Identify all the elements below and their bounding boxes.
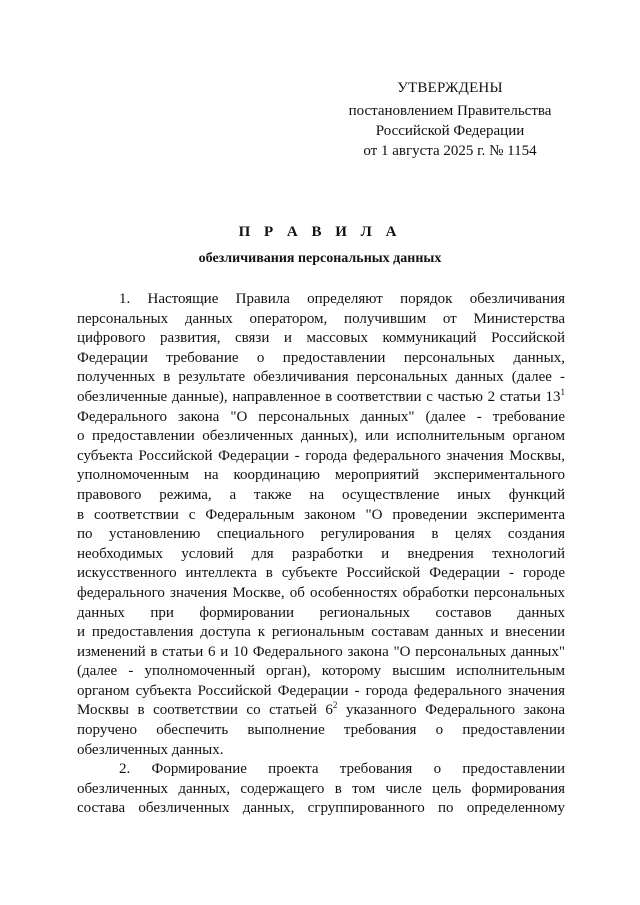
body-line-text: обезличенные данные), направленное в соответствии с частью 2 статьи 13 [77,388,561,405]
body-line: и предоставления доступа к региональным составам данных и внесении [77,624,565,641]
body-line: Федерации требование о предоставлении персональных данных, [77,349,565,366]
approval-line-2: Российской Федерации [375,123,525,139]
body-line: необходимых условий для разработки и внедрения технологий [77,545,565,562]
body-line: искусственного интеллекта в субъекте Российской Федерации - городе [77,565,565,582]
body-line-text: Москвы в соответствии со статьей 6 [77,702,333,719]
body-line: полученных в результате обезличивания персональных данных (далее - [77,369,565,386]
body-line: персональных данных оператором, получившим от Министерства [77,310,565,327]
body-line: Федерального закона "О персональных данных" (далее - требование [77,408,565,425]
body-line: поручено обеспечить выполнение требования о предоставлении [77,722,565,739]
body-line [77,701,565,721]
body-line: обезличенных данных, содержащего в том числе цель формирования [77,780,565,797]
body-line: о предоставлении обезличенных данных), или исполнительным органом [77,428,565,445]
body-line: данных при формировании региональных составов данных [77,604,565,621]
document-subtitle: обезличивания персональных данных [198,251,442,266]
body-line: в соответствии с Федеральным законом "О проведении эксперимента [77,506,565,523]
body-line: федерального значения Москве, об особенностях обработки персональных [77,584,565,601]
approval-line-1: постановлением Правительства [348,103,552,119]
footnote-superscript: 1 [560,386,565,397]
document-body [77,290,565,819]
body-line: субъекта Российской Федерации - города федерального значения Москвы, [77,447,565,464]
approval-stamp [330,78,570,161]
body-line: правового режима, а также на осуществление иных функций [77,486,565,503]
body-line: цифрового развития, связи и массовых коммуникаций Российской [77,330,565,347]
document-title: П Р А В И Л А [238,224,402,240]
body-line: (далее - уполномоченный орган), которому высшим исполнительным [77,663,565,680]
body-line: обезличенных данных. [77,741,224,758]
body-line: уполномоченным на координацию мероприятий экспериментального [77,467,565,484]
body-line: состава обезличенных данных, сгруппированного по определенному [77,800,565,817]
body-line: по установлению специального регулирования в целях создания [77,526,565,543]
body-line-text: указанного Федерального закона [345,702,566,719]
body-line [77,388,565,408]
approval-heading: УТВЕРЖДЕНЫ [397,80,503,96]
body-line: изменений в статьи 6 и 10 Федерального закона "О персональных данных" [77,643,565,660]
approval-line-3: от 1 августа 2025 г. № 1154 [363,143,537,159]
body-line: 2. Формирование проекта требования о предоставлении [119,761,565,778]
footnote-superscript: 2 [332,700,338,711]
document-title-block [0,224,640,267]
body-line: органом субъекта Российской Федерации - города федерального значения [77,682,565,699]
body-line: 1. Настоящие Правила определяют порядок обезличивания [119,291,565,307]
